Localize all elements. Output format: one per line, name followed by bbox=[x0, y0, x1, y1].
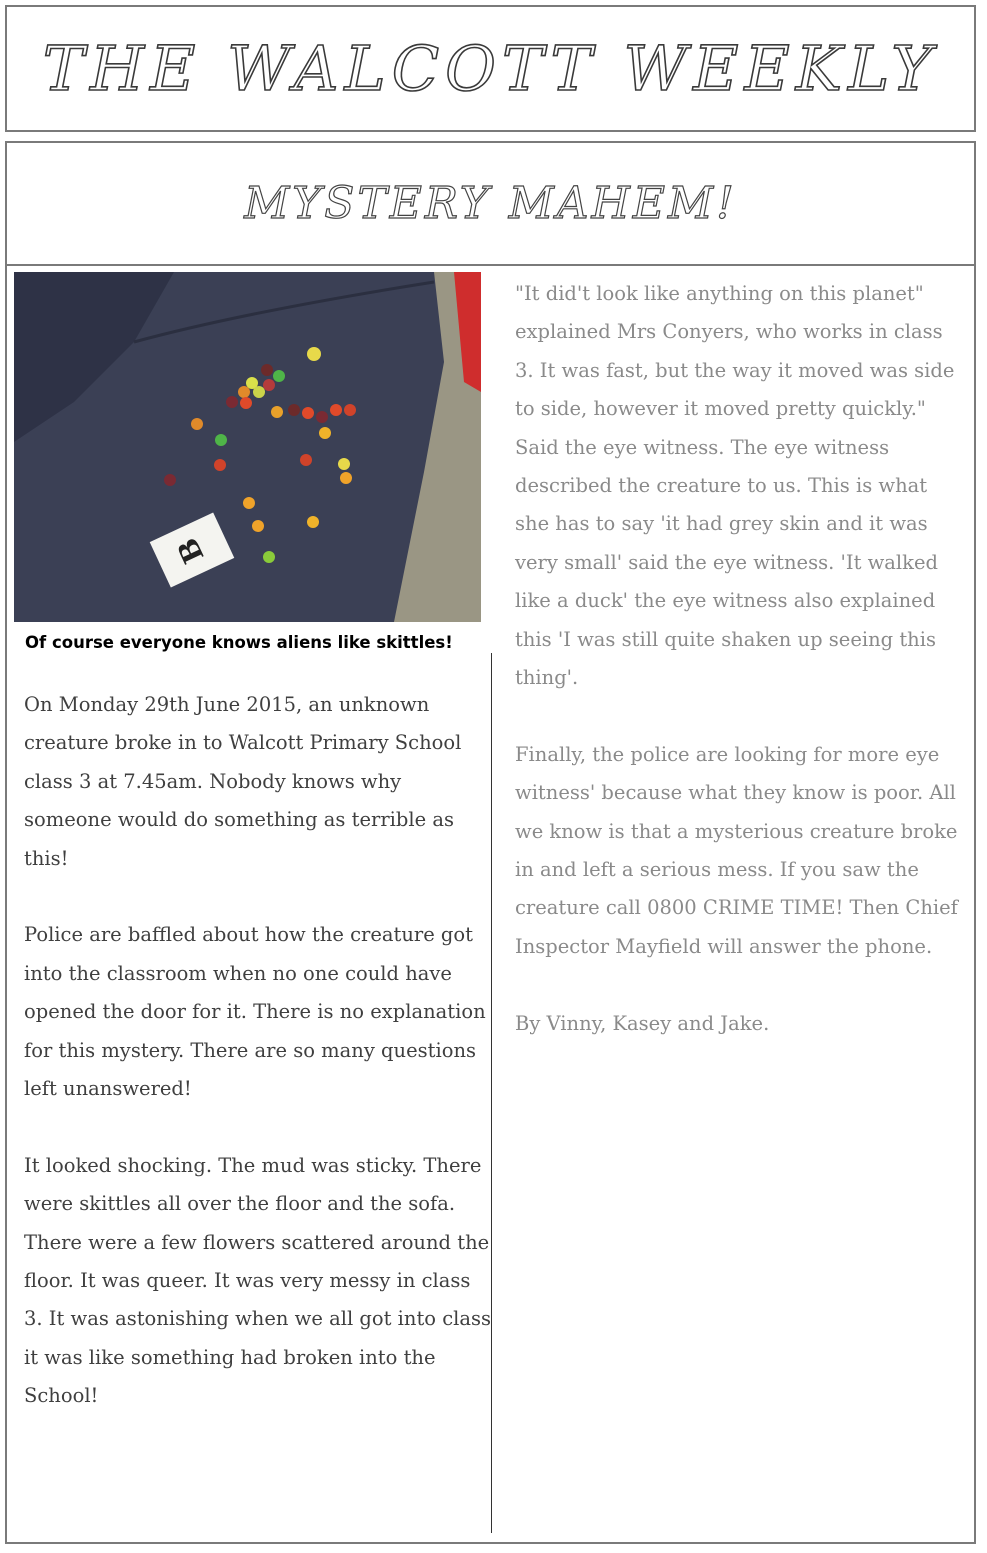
article-column-left bbox=[24, 686, 494, 1454]
paragraph: Finally, the police are looking for more eye witness' because what they know is poor. All we know is that a mysterious creature broke in and left a serious mess. If you saw the creature call 0800 CRIME TIME! Then Chief Inspector Mayfield will answer the phone. bbox=[515, 742, 958, 958]
card-letter: B bbox=[170, 532, 211, 569]
masthead bbox=[5, 5, 976, 132]
paragraph: Police are baffled about how the creature got into the classroom when no one could have opened the door for it. There is no explanation for this mystery. There are so many questions left unanswered! bbox=[24, 923, 486, 1101]
byline: By Vinny, Kasey and Jake. bbox=[515, 1011, 770, 1035]
skittles-photo bbox=[14, 272, 481, 622]
paragraph: On Monday 29th June 2015, an unknown creature broke in to Walcott Primary School class 3 at 7.45am. Nobody knows why someone would do something as terrible as this! bbox=[24, 693, 462, 870]
article-headline: MYSTERY MAHEM! bbox=[244, 178, 737, 229]
paragraph: "It did't look like anything on this planet" explained Mrs Conyers, who works in class 3. It was fast, but the way it moved was side to side, however it moved pretty quickly." Said the eye witness. The eye witness described the creature to us. This is what she has to say 'it had grey skin and it was very small' said the eye witness. 'It walked like a duck' the eye witness also explained this 'I was still quite shaken up seeing this thing'. bbox=[515, 282, 955, 690]
newspaper-title: THE WALCOTT WEEKLY bbox=[42, 32, 939, 105]
skittles-photo-graphic bbox=[14, 272, 481, 622]
photo-caption: Of course everyone knows aliens like skittles! bbox=[25, 633, 453, 652]
article-column-right bbox=[515, 275, 965, 1081]
article bbox=[5, 141, 976, 1544]
headline-box bbox=[7, 143, 974, 266]
paragraph: It looked shocking. The mud was sticky. There were skittles all over the floor and the sofa. There were a few flowers scattered around the floor. It was queer. It was very messy in class 3. It was astonishing when we all got into class it was like something had broken into the School! bbox=[24, 1153, 492, 1408]
